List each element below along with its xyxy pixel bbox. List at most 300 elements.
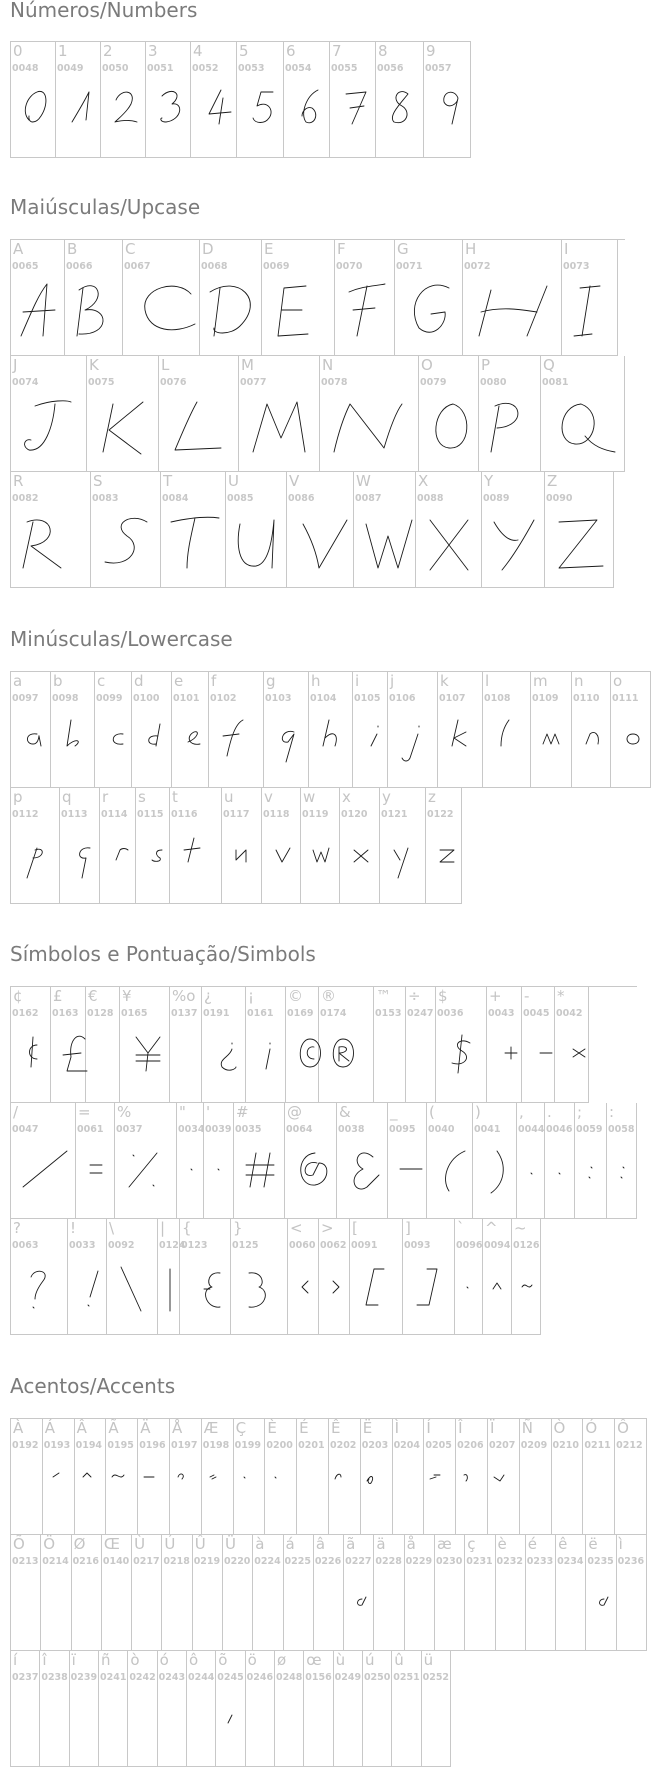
glyph-stroke bbox=[178, 1474, 183, 1479]
glyph-code: 0086 bbox=[288, 493, 315, 504]
glyph-sample bbox=[517, 1103, 545, 1219]
glyph-character: Ù bbox=[134, 1535, 146, 1553]
glyph-cell bbox=[419, 356, 479, 472]
glyph-code: 0051 bbox=[147, 63, 174, 74]
glyph-code: 0218 bbox=[163, 1556, 190, 1567]
glyph-sample bbox=[562, 240, 618, 356]
glyph-cell bbox=[120, 987, 170, 1103]
glyph-sample bbox=[95, 672, 132, 788]
glyph-cell bbox=[361, 1419, 393, 1535]
glyph-character: , bbox=[519, 1103, 524, 1121]
glyph-character: [ bbox=[352, 1219, 358, 1237]
glyph-stroke bbox=[444, 92, 458, 124]
glyph-cell bbox=[438, 672, 483, 788]
glyph-cell bbox=[334, 1651, 363, 1767]
glyph-code: 0102 bbox=[210, 693, 237, 704]
glyph-row bbox=[11, 788, 651, 904]
glyph-sample bbox=[545, 1103, 575, 1219]
glyph-cell bbox=[424, 42, 471, 158]
glyph-stroke bbox=[145, 286, 195, 330]
glyph-character: _ bbox=[390, 1103, 398, 1121]
glyph-character: © bbox=[288, 987, 303, 1005]
glyph-sample bbox=[479, 356, 541, 472]
glyph-cell bbox=[403, 1219, 455, 1335]
glyph-code: 0124 bbox=[159, 1240, 186, 1251]
glyph-character: 6 bbox=[286, 42, 296, 60]
glyph-sample bbox=[100, 788, 136, 904]
glyph-character: 1 bbox=[58, 42, 68, 60]
glyph-character: r bbox=[102, 788, 109, 806]
glyph-stroke bbox=[238, 520, 274, 568]
glyph-character: ú bbox=[364, 1651, 375, 1669]
glyph-code: 0194 bbox=[75, 1440, 103, 1451]
glyph-cell bbox=[393, 1419, 425, 1535]
glyph-character: k bbox=[440, 672, 449, 690]
glyph-stroke bbox=[371, 726, 378, 746]
glyph-sample bbox=[231, 1219, 288, 1335]
glyph-stroke bbox=[27, 734, 41, 746]
glyph-character: ó bbox=[159, 1651, 169, 1669]
glyph-cell bbox=[51, 987, 86, 1103]
lowercase-glyph-grid bbox=[10, 671, 651, 904]
glyph-code: 0227 bbox=[345, 1556, 372, 1567]
glyph-stroke bbox=[175, 402, 221, 450]
glyph-character: û bbox=[394, 1651, 404, 1669]
glyph-cell bbox=[70, 1651, 99, 1767]
glyph-character: ' bbox=[206, 1103, 211, 1121]
glyph-code: 0035 bbox=[235, 1124, 262, 1135]
glyph-code: 0085 bbox=[227, 493, 254, 504]
glyph-cell bbox=[11, 356, 87, 472]
glyph-stroke bbox=[313, 848, 329, 862]
glyph-character: õ bbox=[218, 1651, 228, 1669]
glyph-character: + bbox=[489, 987, 502, 1005]
glyph-sample bbox=[456, 1419, 488, 1535]
glyph-cell bbox=[87, 356, 159, 472]
glyph-stroke bbox=[30, 1037, 38, 1067]
glyph-stroke bbox=[346, 92, 366, 124]
glyph-cell bbox=[72, 1535, 102, 1651]
glyph-code: 0048 bbox=[12, 63, 39, 74]
glyph-sample bbox=[427, 1103, 473, 1219]
glyph-character: à bbox=[255, 1535, 265, 1553]
glyph-code: 0041 bbox=[474, 1124, 501, 1135]
glyph-stroke bbox=[501, 720, 509, 746]
glyph-code: 0103 bbox=[265, 693, 292, 704]
glyph-code: 0087 bbox=[355, 493, 382, 504]
glyph-sample bbox=[172, 672, 209, 788]
glyph-character: ï bbox=[71, 1651, 76, 1669]
glyph-code: 0039 bbox=[205, 1124, 232, 1135]
glyph-cell bbox=[376, 42, 424, 158]
glyph-character: F bbox=[337, 240, 346, 258]
glyph-character: U bbox=[228, 472, 239, 490]
glyph-sample bbox=[239, 356, 320, 472]
glyph-code: 0037 bbox=[116, 1124, 143, 1135]
glyph-sample bbox=[424, 1419, 456, 1535]
glyph-sample bbox=[438, 672, 483, 788]
glyph-character: 2 bbox=[103, 42, 113, 60]
glyph-code: 0054 bbox=[285, 63, 312, 74]
glyph-cell bbox=[11, 1419, 43, 1535]
glyph-character: ø bbox=[276, 1651, 287, 1669]
glyph-sample bbox=[330, 42, 376, 158]
glyph-stroke bbox=[149, 724, 160, 746]
glyph-cell bbox=[354, 472, 416, 588]
glyph-cell bbox=[123, 240, 200, 356]
glyph-code: 0203 bbox=[361, 1440, 389, 1451]
glyph-code: 0220 bbox=[223, 1556, 251, 1567]
glyph-cell bbox=[288, 1219, 319, 1335]
glyph-stroke bbox=[223, 720, 243, 756]
glyph-cell bbox=[275, 1651, 304, 1767]
glyph-row bbox=[11, 472, 625, 588]
glyph-code: 0106 bbox=[389, 693, 416, 704]
glyph-code: 0093 bbox=[404, 1240, 431, 1251]
glyph-character: A bbox=[13, 240, 24, 258]
glyph-sample bbox=[285, 1103, 337, 1219]
glyph-character: C bbox=[125, 240, 136, 258]
glyph-cell bbox=[405, 1535, 435, 1651]
glyph-stroke bbox=[218, 1169, 219, 1170]
glyph-character: Û bbox=[194, 1535, 206, 1553]
glyph-code: 0224 bbox=[254, 1556, 281, 1567]
glyph-cell bbox=[555, 987, 589, 1103]
glyph-character: 5 bbox=[239, 42, 249, 60]
glyph-sample bbox=[455, 1219, 483, 1335]
symbols-glyph-grid bbox=[10, 986, 637, 1335]
glyph-stroke bbox=[253, 92, 273, 123]
glyph-cell bbox=[517, 1103, 545, 1219]
glyph-sample bbox=[483, 1219, 512, 1335]
glyph-stroke bbox=[302, 90, 318, 123]
glyph-cell bbox=[100, 788, 136, 904]
glyph-sample bbox=[107, 1219, 158, 1335]
glyph-cell bbox=[209, 672, 264, 788]
glyph-code: 0153 bbox=[375, 1008, 402, 1019]
glyph-sample bbox=[301, 788, 340, 904]
glyph-sample bbox=[136, 788, 170, 904]
glyph-sample bbox=[60, 788, 100, 904]
glyph-code: 0072 bbox=[464, 261, 491, 272]
glyph-cell bbox=[11, 1103, 76, 1219]
glyph-character: å bbox=[406, 1535, 416, 1553]
glyph-code: 0238 bbox=[41, 1672, 68, 1683]
glyph-cell bbox=[350, 1219, 403, 1335]
glyph-sample bbox=[611, 672, 651, 788]
glyph-code: 0067 bbox=[124, 261, 151, 272]
glyph-character: ¢ bbox=[13, 987, 23, 1005]
glyph-code: 0204 bbox=[393, 1440, 421, 1451]
glyph-stroke bbox=[446, 1151, 465, 1191]
glyph-cell bbox=[101, 42, 146, 158]
glyph-code: 0198 bbox=[202, 1440, 230, 1451]
glyph-code: 0047 bbox=[12, 1124, 39, 1135]
glyph-character: Å bbox=[171, 1419, 183, 1437]
glyph-character: y bbox=[382, 788, 391, 806]
glyph-code: 0169 bbox=[287, 1008, 314, 1019]
glyph-cell bbox=[416, 472, 482, 588]
glyph-code: 0244 bbox=[187, 1672, 215, 1683]
glyph-character: < bbox=[290, 1219, 303, 1237]
glyph-code: 0090 bbox=[546, 493, 573, 504]
glyph-stroke bbox=[209, 90, 231, 124]
glyph-character: 0 bbox=[13, 42, 23, 60]
glyph-sample bbox=[11, 987, 51, 1103]
glyph-stroke bbox=[276, 848, 290, 862]
glyph-stroke bbox=[300, 1039, 320, 1067]
glyph-sample bbox=[123, 240, 200, 356]
glyph-code: 0115 bbox=[137, 809, 164, 820]
glyph-sample bbox=[132, 672, 172, 788]
glyph-code: 0097 bbox=[12, 693, 39, 704]
glyph-character: Q bbox=[543, 356, 555, 374]
glyph-sample bbox=[115, 1103, 177, 1219]
glyph-stroke bbox=[494, 520, 534, 570]
glyph-cell bbox=[253, 1535, 283, 1651]
glyph-stroke bbox=[627, 734, 639, 744]
glyph-character: L bbox=[161, 356, 170, 374]
glyph-stroke bbox=[586, 732, 598, 744]
glyph-stroke bbox=[115, 92, 137, 122]
glyph-cell bbox=[424, 1419, 456, 1535]
glyph-character: Ä bbox=[140, 1419, 151, 1437]
glyph-character: | bbox=[160, 1219, 166, 1237]
glyph-stroke bbox=[129, 1153, 157, 1187]
glyph-stroke bbox=[184, 838, 200, 862]
glyph-character: c bbox=[97, 672, 106, 690]
glyph-code: 0049 bbox=[57, 63, 84, 74]
glyph-cell bbox=[170, 788, 222, 904]
glyph-code: 0235 bbox=[587, 1556, 614, 1567]
glyph-code: 0096 bbox=[456, 1240, 483, 1251]
glyph-cell bbox=[615, 1419, 647, 1535]
glyph-character: Ì bbox=[394, 1419, 399, 1437]
glyph-cell bbox=[531, 672, 572, 788]
glyph-sample bbox=[106, 1419, 138, 1535]
glyph-code: 0100 bbox=[133, 693, 160, 704]
glyph-character: æ bbox=[436, 1535, 452, 1553]
glyph-cell bbox=[545, 1103, 575, 1219]
glyph-character: ] bbox=[405, 1219, 411, 1237]
glyph-character: } bbox=[233, 1219, 243, 1237]
glyph-sample bbox=[572, 672, 611, 788]
glyph-stroke bbox=[493, 1283, 501, 1289]
glyph-cell bbox=[223, 1535, 253, 1651]
section-title-lowercase: Minúsculas/Lowercase bbox=[10, 627, 233, 651]
glyph-character: ! bbox=[70, 1219, 77, 1237]
glyph-cell bbox=[483, 1219, 512, 1335]
glyph-row bbox=[11, 1219, 637, 1335]
glyph-character: í bbox=[13, 1651, 18, 1669]
glyph-code: 0107 bbox=[439, 693, 466, 704]
glyph-code: 0219 bbox=[193, 1556, 221, 1567]
section-title-symbols: Símbolos e Pontuação/Simbols bbox=[10, 942, 316, 966]
glyph-sample bbox=[482, 472, 545, 588]
glyph-sample bbox=[101, 42, 146, 158]
glyph-cell bbox=[11, 240, 65, 356]
glyph-cell bbox=[335, 240, 395, 356]
glyph-character: i bbox=[355, 672, 360, 690]
glyph-code: 0034 bbox=[178, 1124, 205, 1135]
glyph-code: 0225 bbox=[284, 1556, 311, 1567]
glyph-code: 0053 bbox=[238, 63, 265, 74]
glyph-code: 0214 bbox=[42, 1556, 69, 1567]
glyph-character: ? bbox=[13, 1219, 21, 1237]
glyph-character: ö bbox=[247, 1651, 257, 1669]
glyph-stroke bbox=[121, 1267, 141, 1311]
glyph-character: ™ bbox=[376, 987, 391, 1005]
glyph-stroke bbox=[282, 731, 294, 762]
glyph-sample bbox=[170, 788, 222, 904]
glyph-character: q bbox=[62, 788, 72, 806]
glyph-sample bbox=[43, 1419, 75, 1535]
glyph-code: 0117 bbox=[223, 809, 250, 820]
glyph-character: Í bbox=[426, 1419, 431, 1437]
glyph-code: 0078 bbox=[321, 377, 348, 388]
glyph-sample bbox=[146, 42, 191, 158]
glyph-cell bbox=[11, 1535, 41, 1651]
glyph-sample bbox=[483, 672, 531, 788]
glyph-stroke bbox=[479, 286, 547, 336]
glyph-cell bbox=[479, 356, 541, 472]
glyph-stroke bbox=[505, 1047, 517, 1059]
glyph-stroke bbox=[152, 850, 162, 861]
glyph-cell bbox=[552, 1419, 584, 1535]
glyph-cell bbox=[363, 1651, 392, 1767]
glyph-character: ü bbox=[423, 1651, 434, 1669]
glyph-cell bbox=[262, 788, 301, 904]
glyph-sample bbox=[424, 42, 471, 158]
glyph-character: o bbox=[613, 672, 623, 690]
glyph-code: 0109 bbox=[532, 693, 559, 704]
glyph-character: € bbox=[88, 987, 98, 1005]
glyph-stroke bbox=[600, 1597, 609, 1605]
glyph-code: 0233 bbox=[526, 1556, 554, 1567]
glyph-cell bbox=[95, 672, 132, 788]
glyph-character: O bbox=[421, 356, 433, 374]
glyph-character: u bbox=[224, 788, 234, 806]
glyph-cell bbox=[60, 788, 100, 904]
glyph-code: 0118 bbox=[263, 809, 290, 820]
glyph-cell bbox=[11, 987, 51, 1103]
glyph-cell bbox=[319, 987, 374, 1103]
glyph-sample bbox=[200, 240, 262, 356]
glyph-stroke bbox=[136, 1037, 160, 1071]
glyph-sample bbox=[309, 672, 353, 788]
glyph-sample bbox=[463, 240, 562, 356]
glyph-character: Ê bbox=[330, 1419, 341, 1437]
glyph-code: 0122 bbox=[427, 809, 454, 820]
glyph-stroke bbox=[88, 1271, 98, 1306]
glyph-code: 0248 bbox=[275, 1672, 303, 1683]
glyph-sample bbox=[120, 987, 170, 1103]
glyph-code: 0197 bbox=[170, 1440, 198, 1451]
glyph-character: . bbox=[547, 1103, 552, 1121]
glyph-code: 0119 bbox=[302, 809, 329, 820]
glyph-sample bbox=[191, 42, 237, 158]
glyph-row bbox=[11, 1419, 647, 1535]
glyph-character: Ø bbox=[73, 1535, 86, 1553]
glyph-character: â bbox=[315, 1535, 326, 1553]
glyph-stroke bbox=[188, 732, 200, 745]
glyph-cell bbox=[231, 1219, 288, 1335]
glyph-cell bbox=[180, 1219, 231, 1335]
glyph-sample bbox=[91, 472, 161, 588]
glyph-cell bbox=[191, 42, 237, 158]
glyph-cell bbox=[246, 987, 286, 1103]
glyph-sample bbox=[340, 788, 380, 904]
glyph-cell bbox=[11, 1219, 68, 1335]
glyph-cell bbox=[388, 1103, 427, 1219]
glyph-sample bbox=[51, 672, 95, 788]
glyph-stroke bbox=[323, 720, 336, 746]
glyph-stroke bbox=[559, 520, 603, 568]
glyph-code: 0226 bbox=[314, 1556, 342, 1567]
glyph-sample bbox=[237, 42, 284, 158]
glyph-character: Ô bbox=[617, 1419, 629, 1437]
glyph-code: 0110 bbox=[573, 693, 600, 704]
glyph-stroke bbox=[394, 848, 408, 878]
glyph-character: b bbox=[53, 672, 63, 690]
glyph-code: 0074 bbox=[12, 377, 39, 388]
glyph-character: ò bbox=[130, 1651, 140, 1669]
glyph-stroke bbox=[367, 1477, 373, 1484]
glyph-cell bbox=[284, 42, 330, 158]
glyph-sample bbox=[226, 472, 287, 588]
glyph-cell bbox=[262, 240, 335, 356]
glyph-stroke bbox=[113, 734, 123, 744]
glyph-cell bbox=[136, 788, 170, 904]
glyph-code: 0161 bbox=[247, 1008, 274, 1019]
glyph-cell bbox=[406, 987, 436, 1103]
glyph-stroke bbox=[559, 1173, 560, 1174]
glyph-code: 0196 bbox=[139, 1440, 166, 1451]
glyph-code: 0064 bbox=[286, 1124, 313, 1135]
glyph-code: 0230 bbox=[435, 1556, 463, 1567]
glyph-cell bbox=[51, 672, 95, 788]
glyph-code: 0174 bbox=[320, 1008, 347, 1019]
glyph-cell bbox=[40, 1651, 69, 1767]
glyph-sample bbox=[545, 472, 614, 588]
glyph-cell bbox=[284, 1535, 314, 1651]
glyph-code: 0137 bbox=[171, 1008, 198, 1019]
glyph-code: 0080 bbox=[480, 377, 507, 388]
glyph-character: Á bbox=[44, 1419, 56, 1437]
glyph-cell bbox=[572, 672, 611, 788]
glyph-character: Ñ bbox=[521, 1419, 533, 1437]
glyph-code: 0200 bbox=[266, 1440, 293, 1451]
glyph-row bbox=[11, 42, 471, 158]
glyph-character: a bbox=[13, 672, 23, 690]
glyph-sample bbox=[488, 1419, 520, 1535]
glyph-sample bbox=[159, 356, 239, 472]
glyph-character: x bbox=[342, 788, 351, 806]
glyph-cell bbox=[427, 1103, 473, 1219]
glyph-character: ~ bbox=[514, 1219, 527, 1237]
glyph-sample bbox=[11, 472, 91, 588]
glyph-cell bbox=[204, 1103, 234, 1219]
glyph-character: Ú bbox=[164, 1535, 176, 1553]
glyph-sample bbox=[522, 987, 555, 1103]
glyph-stroke bbox=[354, 850, 368, 862]
glyph-sample bbox=[388, 1103, 427, 1219]
glyph-code: 0211 bbox=[584, 1440, 611, 1451]
glyph-sample bbox=[416, 472, 482, 588]
glyph-cell bbox=[575, 1103, 607, 1219]
glyph-stroke bbox=[23, 520, 61, 568]
glyph-cell bbox=[193, 1535, 223, 1651]
